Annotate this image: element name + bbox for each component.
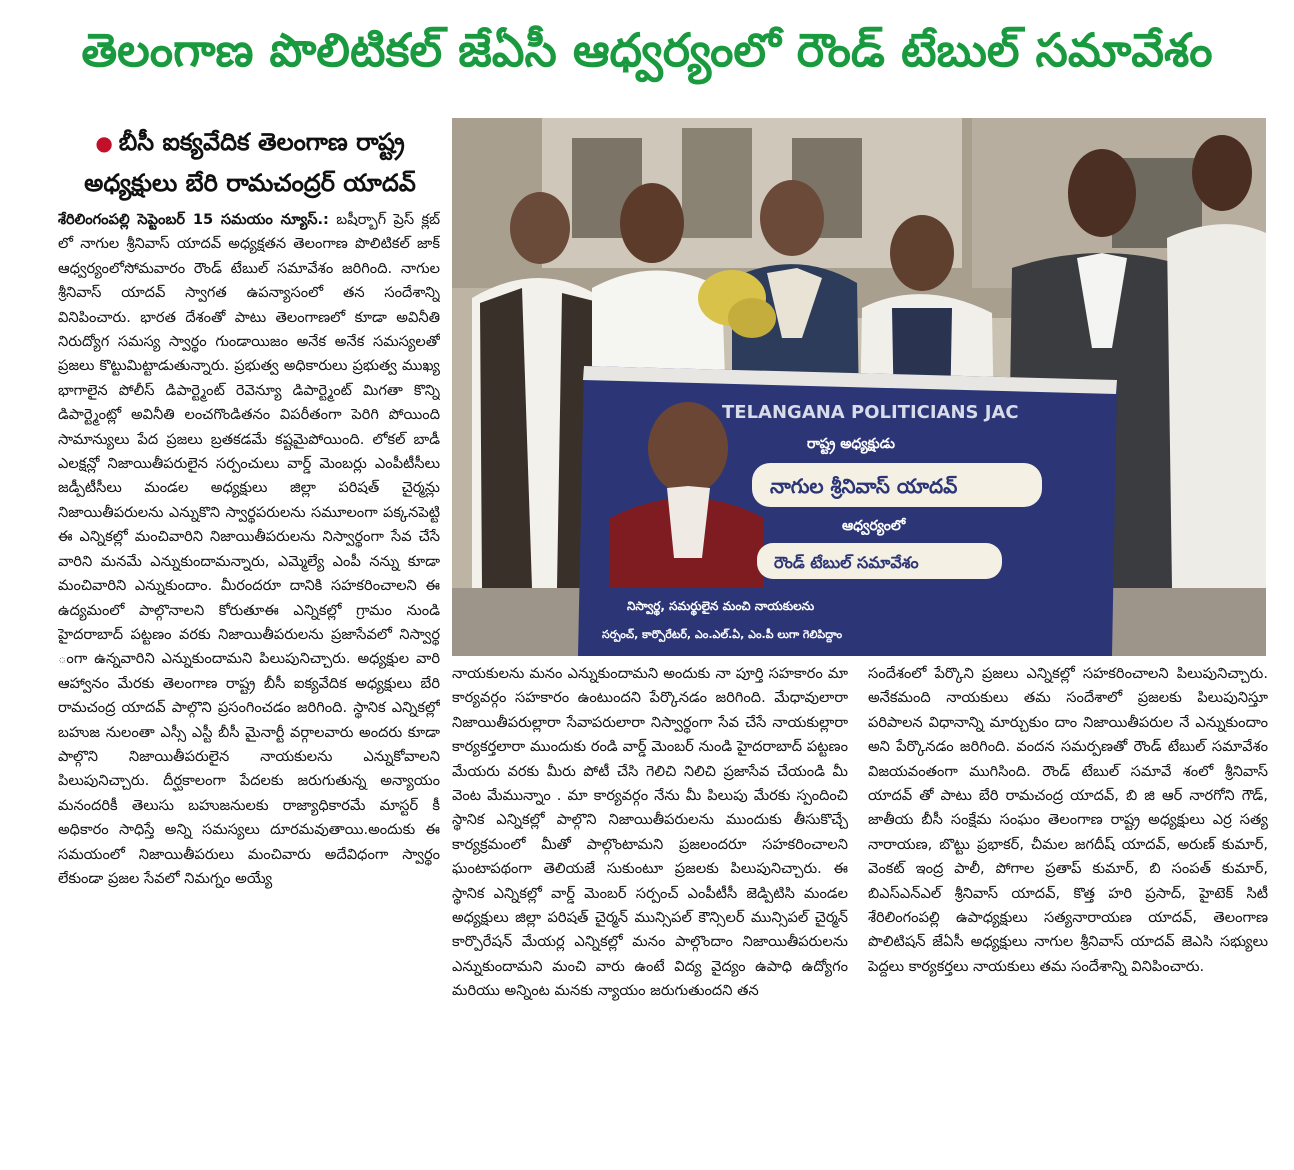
banner-line-4: రౌండ్ టేబుల్ సమావేశం <box>774 553 919 572</box>
banner-line-5: నిస్వార్థ, సమర్థులైన మంచి నాయకులను <box>627 599 815 613</box>
subheadline-line-2: అధ్యక్షులు బేరి రామచంద్రర్ యాదవ్ <box>84 169 416 197</box>
banner-line-3: ఆధ్వర్యంలో <box>842 518 906 534</box>
article-column-1 <box>58 208 440 1158</box>
headline: తెలంగాణ పొలిటికల్ జేఏసీ ఆధ్వర్యంలో రౌండ్ టేబుల్ సమావేశం <box>81 23 1213 77</box>
article-column-2 <box>452 662 848 1162</box>
article-column-1-text: బషీర్బాగ్ ప్రెస్ క్లబ్ లో నాగుల శ్రీనివాస్ యాదవ్ అధ్యక్షతన తెలంగాణ పొలిటికల్ జాక్ ఆధ్వర్యంలోసోమవారం రౌండ్ టేబుల్ సమావేశం జరిగింది. నాగుల శ్రీనివాస్ యాదవ్ స్వాగత ఉపన్యాసంలో తన సందేశాన్ని వినిపించారు. భారత దేశంతో పాటు తెలంగాణలో కూడా అవినీతి నిరుద్యోగ సమస్య స్వార్థం గుండాయిజం అనేక అనేక సమస్యలతో ప్రజలు కొట్టుమిట్టాడుతున్నారు. ప్రభుత్వ అధికారులు ప్రభుత్వ ముఖ్య భాగాలైన పోలీస్ డిపార్ట్మెంట్ రెవెన్యూ డిపార్ట్మెంట్ మిగతా కొన్ని డిపార్ట్మెంట్లో అవినీతి లంచగొండితనం విపరీతంగా పెరిగి పోయింది సామాన్యులు పేద ప్రజలు బ్రతకడమే కష్టమైపోయింది. లోకల్ బాడీ ఎలక్షన్లో నిజాయితీపరులైన సర్పంచులు వార్డ్ మెంబర్లు ఎంపీటీసీలు జడ్పీటీసీలు మండల అధ్యక్షులు జిల్లా పరిషత్ చైర్మన్లు నిజాయితీపరులను ఎన్నుకొని స్వార్థపరులను సమూలంగా పక్కనపెట్టి ఈ ఎన్నికల్లో మంచివారిని నిజాయితీపరులను నిస్వార్థంగా సేవ చేసే వారిని మనమే ఎన్నుకుందామన్నారు, ఎమ్మెల్యే ఎంపీ నన్ను కూడా మంచివారిని ఎన్నుకుందాం. మీరందరూ దానికి సహకరించాలని ఈ ఉద్యమంలో పాల్గొనాలని కోరుతూఈ ఎన్నికల్లో గ్రామం నుండి హైదరాబాద్ పట్టణం వరకు నిజాయితీపరులను ప్రజాసేవలో నిస్వార్థ ంగా ఉన్నవారిని ఎన్నుకుందామని పిలుపునిచ్చారు. అధ్యక్షుల వారి ఆహ్వానం మేరకు తెలంగాణ రాష్ట్ర బీసీ ఐక్యవేదిక అధ్యక్షులు బేరి రామచంద్ర యాదవ్ పాల్గొని ప్రసంగించడం జరిగింది. స్థానిక ఎన్నికల్లో బహుజ నులంతా ఎస్సీ ఎస్టీ బీసీ మైనార్టీ వర్గాలవారు అందరు కూడా పాల్గొని నిజాయితీపరులైన నాయకులను ఎన్నుకోవాలని పిలుపునిచ్చారు. దీర్ఘకాలంగా పేదలకు జరుగుతున్న అన్యాయం మనందరికీ తెలుసు బహుజనులకు రాజ్యాధికారమే మాస్టర్ కీ అధికారం సాధిస్తే అన్ని సమస్యలు దూరమవుతాయి.అందుకు ఈ సమయంలో నిజాయితీపరులు మంచివారు అదేవిధంగా స్వార్థం లేకుండా ప్రజల సేవలో నిమగ్నం అయ్యే <box>58 211 440 887</box>
banner-line-2: నాగుల శ్రీనివాస్ యాదవ్ <box>770 474 958 498</box>
article-column-2-text: నాయకులను మనం ఎన్నుకుందామని అందుకు నా పూర్తి సహకారం మా కార్యవర్గం సహకారం ఉంటుందని పేర్కొనడం జరిగింది. మేధావులారా నిజాయితీపరుల్లారా సేవాపరులారా నిస్వార్థంగా సేవ చేసే నాయకుల్లారా కార్యకర్తలారా ముందుకు రండి వార్డ్ మెంబర్ నుండి హైదరాబాద్ పట్టణం మేయరు వరకు మీరు పోటీ చేసి గెలిచి నిలిచి ప్రజాసేవ చేయండి మీ వెంట మేమున్నాం . మా కార్యవర్గం నేను మీ పిలుపు మేరకు స్పందించి స్థానిక ఎన్నికల్లో పాల్గొని నిజాయితీపరులను ముందుకు తీసుకొచ్చే కార్యక్రమంలో మీతో పాల్గొంటామని ప్రజలందరూ సహకరించాలని ఘంటాపథంగా తెలియజే సుకుంటూ ప్రజలకు పిలుపునిచ్చారు. ఈ స్థానిక ఎన్నికల్లో వార్డ్ మెంబర్ సర్పంచ్ ఎంపీటీసీ జెడ్పిటిసి మండల అధ్యక్షులు జిల్లా పరిషత్ చైర్మన్ మున్సిపల్ కౌన్సిలర్ మున్సిపల్ చైర్మన్ కార్పొరేషన్ మేయర్ల ఎన్నికల్లో మనం పాల్గొందాం నిజాయితీపరులను ఎన్నుకుందామని మంచి వారు ఉంటే విద్య వైద్యం ఉపాధి ఉద్యోగం మరియు అన్నింట మనకు న్యాయం జరుగుతుందని తన <box>452 665 848 1000</box>
banner-title: TELANGANA POLITICIANS JAC <box>722 402 1019 423</box>
article-column-3 <box>868 662 1268 1162</box>
dateline: శేరిలింగంపల్లి సెప్టెంబర్ 15 సమయం న్యూస్.: <box>58 211 329 228</box>
article-column-3-text: సందేశంలో పేర్కొని ప్రజలు ఎన్నికల్లో సహకరించాలని పిలుపునిచ్చారు. అనేకమంది నాయకులు తమ సందేశాలో ప్రజలకు పిలుపునిస్తూ పరిపాలన విధానాన్ని మార్చుకుం దాం నిజాయితీపరుల నే ఎన్నుకుందాం అని పేర్కొనడం జరిగింది. వందన సమర్పణతో రౌండ్ టేబుల్ సమావేశం విజయవంతంగా ముగిసింది. రౌండ్ టేబుల్ సమావే శంలో శ్రీనివాస్ యాదవ్ తో పాటు బేరి రామచంద్ర యాదవ్, బి జి ఆర్ నారగోని గౌడ్, జాతీయ బీసీ సంక్షేమ సంఘం తెలంగాణ రాష్ట్ర అధ్యక్షులు ఎర్ర సత్య నారాయణ, బొట్టు ప్రభాకర్, చీమల జగదీష్ యాదవ్, అరుణ్ కుమార్, వెంకట్ ఇంద్ర పాలీ, పోగాల ప్రతాప్ కుమార్, బి సంపత్ కుమార్, బిఎస్ఎన్ఎల్ శ్రీనివాస్ యాదవ్, కొత్త హరి ప్రసాద్, హైటెక్ సిటీ శేరిలింగంపల్లి ఉపాధ్యక్షులు సత్యనారాయణ యాదవ్, తెలంగాణ పొలిటిషన్ జేఏసీ అధ్యక్షులు నాగుల శ్రీనివాస్ యాదవ్ జెఎసి సభ్యులు పెద్దలు కార్యకర్తలు నాయకులు తమ సందేశాన్ని వినిపించారు. <box>868 665 1268 975</box>
banner-line-6: సర్పంచ్, కార్పొరేటర్, ఎం.ఎల్.ఏ, ఎం.పీ లుగా గెలిపిద్దాం <box>602 628 843 641</box>
bullet-icon: ● <box>95 131 113 155</box>
subheadline-line-1-text: బీసీ ఐక్యవేదిక తెలంగాణ రాష్ట్ర <box>118 128 405 156</box>
event-photo <box>452 118 1266 656</box>
subheadline <box>60 122 440 203</box>
banner-line-1: రాష్ట్ర అధ్యక్షుడు <box>807 436 895 452</box>
subheadline-line-1 <box>60 122 440 163</box>
